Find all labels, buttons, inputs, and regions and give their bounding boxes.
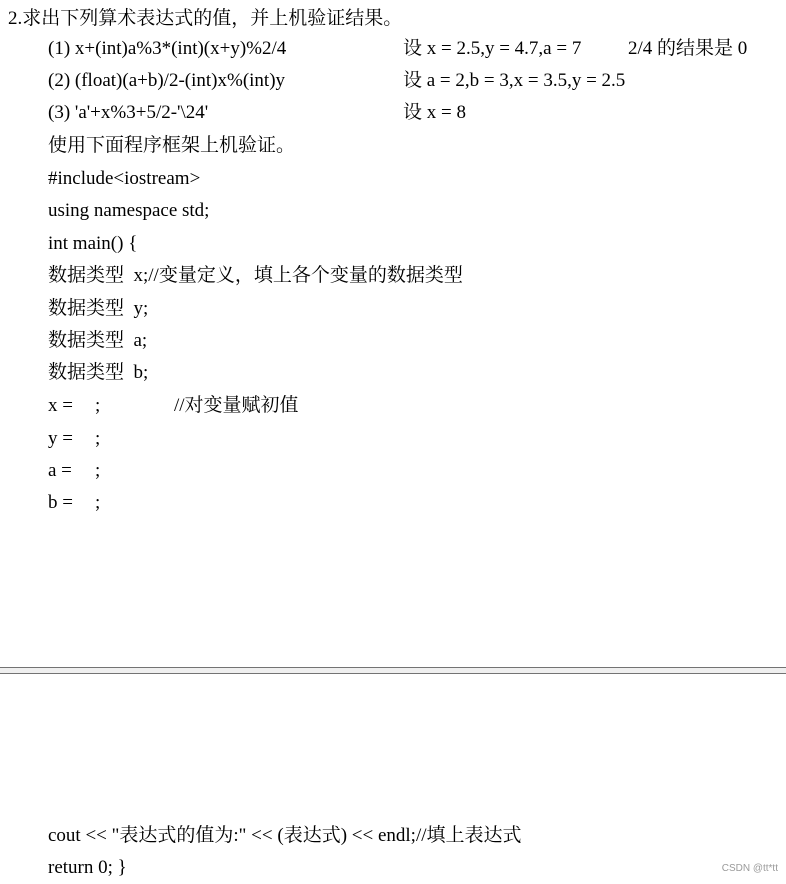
question-title: 2.求出下列算术表达式的值，并上机验证结果。 [8,8,403,29]
assign-x-lhs: x = [48,395,73,416]
code-line-using: using namespace std; [48,200,210,221]
code-line-decl-b: 数据类型 b; [48,362,149,383]
assign-b-semi: ; [95,492,101,513]
given-2: 设 a = 2,b = 3,x = 3.5,y = 2.5 [403,70,626,91]
assign-a-lhs: a = [48,460,72,481]
page-break-divider [0,667,786,674]
assign-y-semi: ; [95,428,101,449]
given-1: 设 x = 2.5,y = 4.7,a = 7 [403,38,582,59]
code-line-decl-y: 数据类型 y; [48,298,149,319]
assign-x-semi: ; [95,395,101,416]
watermark: CSDN @tt*tt [721,863,778,874]
assign-y-lhs: y = [48,428,73,449]
code-line-main: int main() { [48,233,138,254]
code-line-include: #include<iostream> [48,168,201,189]
expr-2: (2) (float)(a+b)/2-(int)x%(int)y [48,70,286,91]
code-line-decl-a: 数据类型 a; [48,330,148,351]
code-line-decl-x: 数据类型 x;//变量定义，填上各个变量的数据类型 [48,265,463,286]
assign-b-lhs: b = [48,492,73,513]
note-1: 2/4 的结果是 0 [628,38,748,59]
code-line-cout: cout << "表达式的值为:" << (表达式) << endl;//填上表达式 [48,825,522,846]
assign-comment: //对变量赋初值 [174,395,299,416]
given-3: 设 x = 8 [403,102,466,123]
assign-a-semi: ; [95,460,101,481]
instruction: 使用下面程序框架上机验证。 [48,135,296,156]
code-line-return: return 0; } [48,857,127,878]
expr-1: (1) x+(int)a%3*(int)(x+y)%2/4 [48,38,287,59]
expr-3: (3) 'a'+x%3+5/2-'\24' [48,102,209,123]
